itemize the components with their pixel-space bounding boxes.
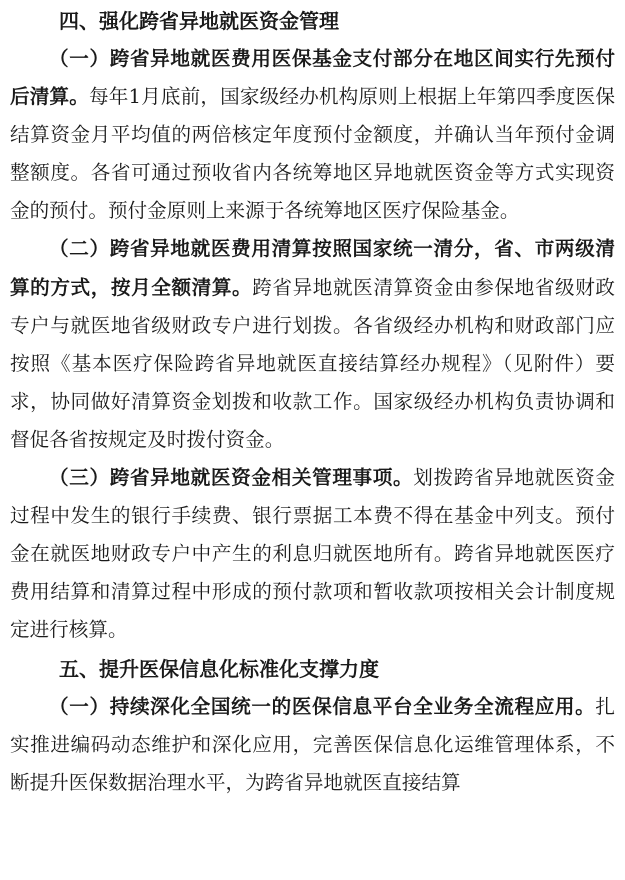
paragraph-lead: （二）跨省异地就医费用清算按照国家统一清分，省、市两级清算的方式，按月全额清算。: [10, 237, 615, 299]
paragraph-4-2: [10, 230, 615, 459]
paragraph-4-3: [10, 459, 615, 649]
paragraph-body: 划拨跨省异地就医资金过程中发生的银行手续费、银行票据工本费不得在基金中列支。预付金在就医地财政专户中产生的利息归就医地所有。跨省异地就医医疗费用结算和清算过程中形成的预付款项和暂收款项按相关会计制度规定进行核算。: [10, 466, 616, 642]
paragraph-body: 扎实推进编码动态维护和深化应用，完善医保信息化运维管理体系，不断提升医保数据治理水平，为跨省异地就医直接结算: [10, 694, 615, 794]
paragraph-5-1: [10, 688, 615, 802]
paragraph-body: 每年1月底前，国家级经办机构原则上根据上年第四季度医保结算资金月平均值的两倍核定年度预付金额度，并确认当年预付金调整额度。各省可通过预收省内各统筹地区异地就医资金等方式实现资金的预付。预付金原则上来源于各统筹地区医疗保险基金。: [10, 85, 616, 223]
paragraph-4-1: [10, 40, 615, 230]
section-heading-5: 五、提升医保信息化标准化支撑力度: [59, 656, 379, 681]
paragraph-lead: （三）跨省异地就医资金相关管理事项。: [49, 466, 414, 490]
section-heading-4: 四、强化跨省异地就医资金管理: [59, 9, 339, 33]
paragraph-body: 跨省异地就医清算资金由参保地省级财政专户与就医地省级财政专户进行划拨。各省级经办机构和财政部门应按照《基本医疗保险跨省异地就医直接结算经办规程》（见附件）要求，协同做好清算资金划拨和收款工作。国家级经办机构负责协调和督促各省按规定及时拨付资金。: [10, 275, 616, 451]
paragraph-lead: （一）持续深化全国统一的医保信息平台全业务全流程应用。: [49, 694, 596, 718]
paragraph-lead: （一）跨省异地就医费用医保基金支付部分在地区间实行先预付后清算。: [10, 47, 615, 109]
